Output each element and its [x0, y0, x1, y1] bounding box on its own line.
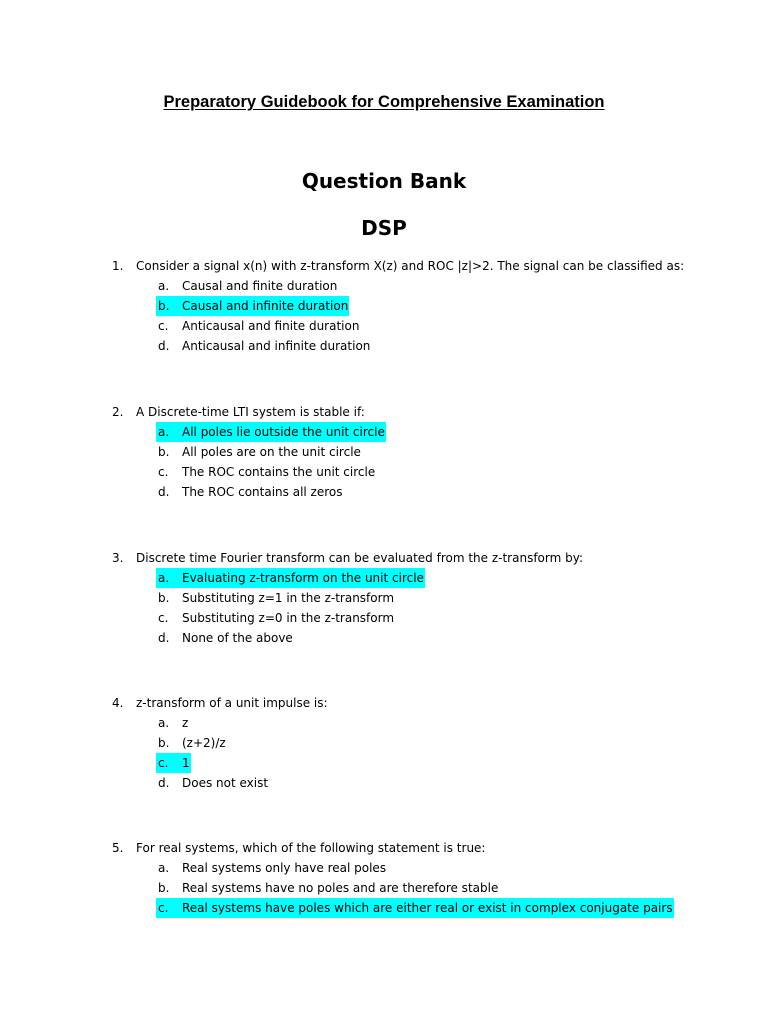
option-text: Real systems only have real poles: [182, 861, 387, 875]
answer-option: [156, 568, 752, 588]
option-text: Causal and finite duration: [182, 279, 338, 293]
option-letter: a.: [158, 425, 170, 439]
question-number: 4.: [112, 696, 124, 710]
answer-option: [156, 442, 752, 462]
question-text: z-transform of a unit impulse is:: [136, 696, 328, 710]
subject-title: DSP: [361, 216, 407, 240]
answer-option: [156, 296, 752, 316]
option-letter: c.: [158, 465, 169, 479]
question-stem: [112, 548, 752, 568]
question-text: A Discrete-time LTI system is stable if:: [136, 405, 365, 419]
question-number: 3.: [112, 551, 124, 565]
question-1: [112, 256, 752, 356]
section-title: Question Bank: [301, 169, 467, 193]
answer-option: [156, 713, 752, 733]
question-3: [112, 548, 752, 648]
question-stem: [112, 256, 752, 276]
answer-option: [156, 858, 752, 878]
answer-option: [156, 878, 752, 898]
answer-option: [156, 753, 752, 773]
option-letter: a.: [158, 571, 170, 585]
option-text: None of the above: [182, 631, 293, 645]
option-text: Anticausal and finite duration: [182, 319, 360, 333]
option-letter: c.: [158, 611, 169, 625]
question-number: 1.: [112, 259, 124, 273]
question-number: 5.: [112, 841, 124, 855]
answer-option: [156, 608, 752, 628]
option-letter: a.: [158, 716, 170, 730]
answer-option: [156, 628, 752, 648]
question-stem: [112, 838, 752, 858]
option-text: 1: [182, 756, 190, 770]
option-text: Substituting z=0 in the z-transform: [182, 611, 395, 625]
option-text: Real systems have no poles and are therefore stable: [182, 881, 499, 895]
option-letter: b.: [158, 299, 170, 313]
answer-option: [156, 588, 752, 608]
option-letter: d.: [158, 339, 170, 353]
question-4: [112, 693, 752, 793]
option-text: All poles lie outside the unit circle: [182, 425, 385, 439]
answer-option: [156, 316, 752, 336]
option-text: z: [182, 716, 189, 730]
answer-option: [156, 336, 752, 356]
question-2: [112, 402, 752, 502]
answer-option: [156, 898, 752, 918]
option-letter: b.: [158, 445, 170, 459]
option-text: Real systems have poles which are either real or exist in complex conjugate pairs: [182, 901, 673, 915]
question-stem: [112, 402, 752, 422]
option-text: Substituting z=1 in the z-transform: [182, 591, 395, 605]
question-number: 2.: [112, 405, 124, 419]
question-stem: [112, 693, 752, 713]
answer-option: [156, 422, 752, 442]
answer-option: [156, 733, 752, 753]
option-letter: b.: [158, 881, 170, 895]
document-title: Preparatory Guidebook for Comprehensive Examination: [163, 93, 605, 111]
option-letter: d.: [158, 485, 170, 499]
option-text: (z+2)/z: [182, 736, 226, 750]
option-letter: c.: [158, 756, 169, 770]
option-letter: b.: [158, 736, 170, 750]
answer-option: [156, 462, 752, 482]
option-letter: a.: [158, 861, 170, 875]
answer-option: [156, 276, 752, 296]
question-text: Discrete time Fourier transform can be evaluated from the z-transform by:: [136, 551, 584, 565]
question-text: Consider a signal x(n) with z-transform X(z) and ROC |z|>2. The signal can be classified as:: [136, 259, 685, 273]
option-text: The ROC contains the unit circle: [182, 465, 376, 479]
option-letter: d.: [158, 631, 170, 645]
option-text: Does not exist: [182, 776, 269, 790]
option-text: The ROC contains all zeros: [182, 485, 343, 499]
option-letter: c.: [158, 901, 169, 915]
option-letter: c.: [158, 319, 169, 333]
option-text: All poles are on the unit circle: [182, 445, 361, 459]
answer-option: [156, 482, 752, 502]
option-letter: a.: [158, 279, 170, 293]
option-text: Evaluating z-transform on the unit circle: [182, 571, 424, 585]
question-text: For real systems, which of the following statement is true:: [136, 841, 486, 855]
option-letter: b.: [158, 591, 170, 605]
option-text: Anticausal and infinite duration: [182, 339, 371, 353]
answer-option: [156, 773, 752, 793]
question-5: [112, 838, 752, 918]
option-letter: d.: [158, 776, 170, 790]
option-text: Causal and infinite duration: [182, 299, 349, 313]
